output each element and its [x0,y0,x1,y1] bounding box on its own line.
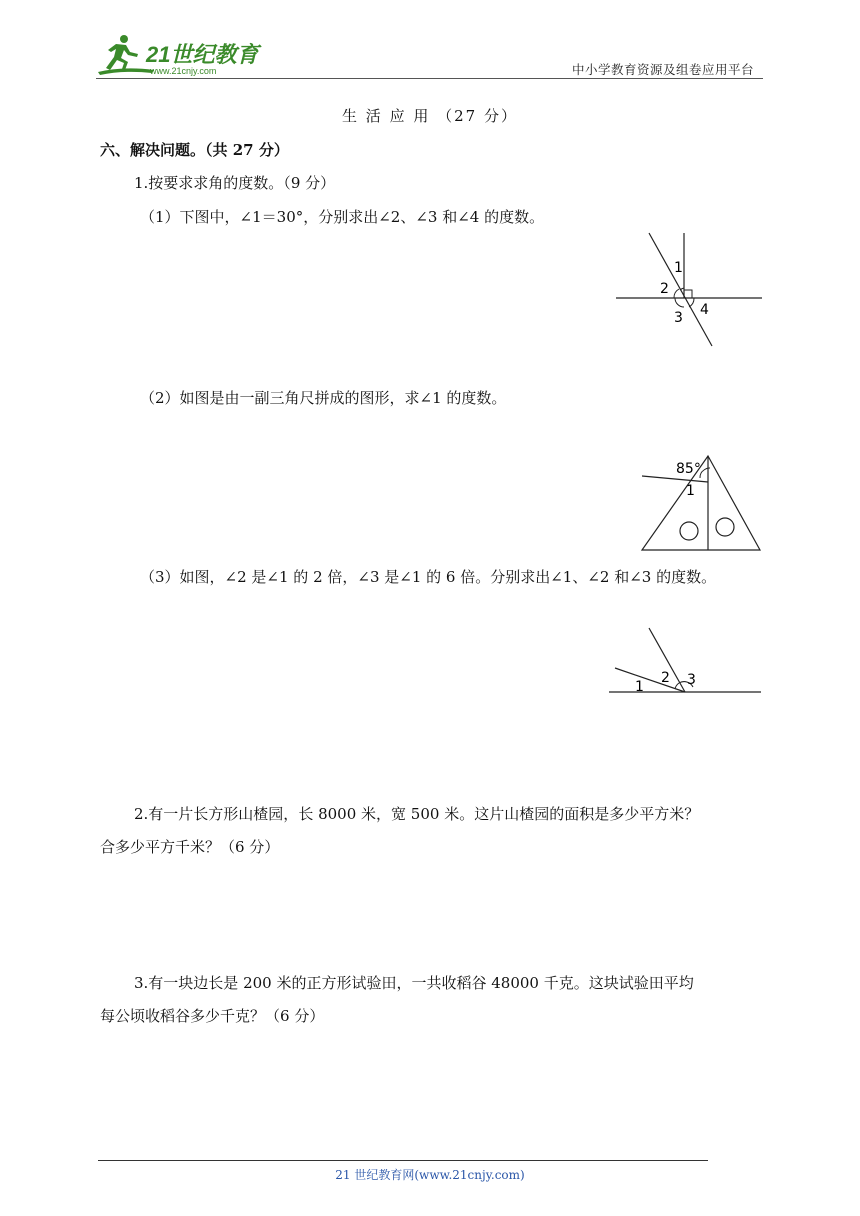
figure-angles-on-line [607,625,763,697]
q3-line1: 3.有一块边长是 200 米的正方形试验田，一共收稻谷 48000 千克。这块试验田平均 [134,974,694,992]
ray-low [615,668,685,692]
logo-text: 21世纪教育 [146,42,259,67]
figure-intersecting-lines [612,230,764,350]
hole-left [680,522,698,540]
angle-label-1: 1 [686,483,695,499]
angle-label-85: 85° [676,461,701,477]
angle-label-1: 1 [674,260,683,276]
angle-label-4: 4 [700,302,709,318]
angle-label-2: 2 [660,281,669,297]
header-divider [96,78,763,79]
q1-stem: 1.按要求求角的度数。（9 分） [134,174,336,192]
angle-label-3: 3 [687,672,696,688]
q1-part3-text: （3）如图，∠2 是∠1 的 2 倍，∠3 是∠1 的 6 倍。分别求出∠1、∠2 和∠3 的度数。 [140,568,717,586]
angle-label-3: 3 [674,310,683,326]
logo-url: www.21cnjy.com [150,66,217,76]
q1-part2-text: （2）如图是由一副三角尺拼成的图形，求∠1 的度数。 [140,389,507,407]
q2-line1: 2.有一片长方形山楂园，长 8000 米，宽 500 米。这片山楂园的面积是多少平方米？ [134,805,700,823]
q2-line2: 合多少平方千米？（6 分） [100,838,280,856]
q1-part1-text: （1）下图中，∠1＝30°，分别求出∠2、∠3 和∠4 的度数。 [140,208,545,226]
platform-name: 中小学教育资源及组卷应用平台 [571,62,754,77]
site-logo [94,32,264,78]
section-heading: 六、解决问题。（共 27 分） [100,141,289,159]
angle-label-2: 2 [661,670,670,686]
hole-right [716,518,734,536]
page-title: 生 活 应 用 （27 分） [342,107,518,125]
footer-link[interactable]: 21 世纪教育网(www.21cnjy.com) [335,1168,525,1182]
footer-divider [98,1160,708,1161]
angle-label-1: 1 [635,679,644,695]
large-triangle [642,456,760,550]
q3-line2: 每公顷收稻谷多少千克？（6 分） [100,1007,325,1025]
figure-set-squares [638,452,764,554]
